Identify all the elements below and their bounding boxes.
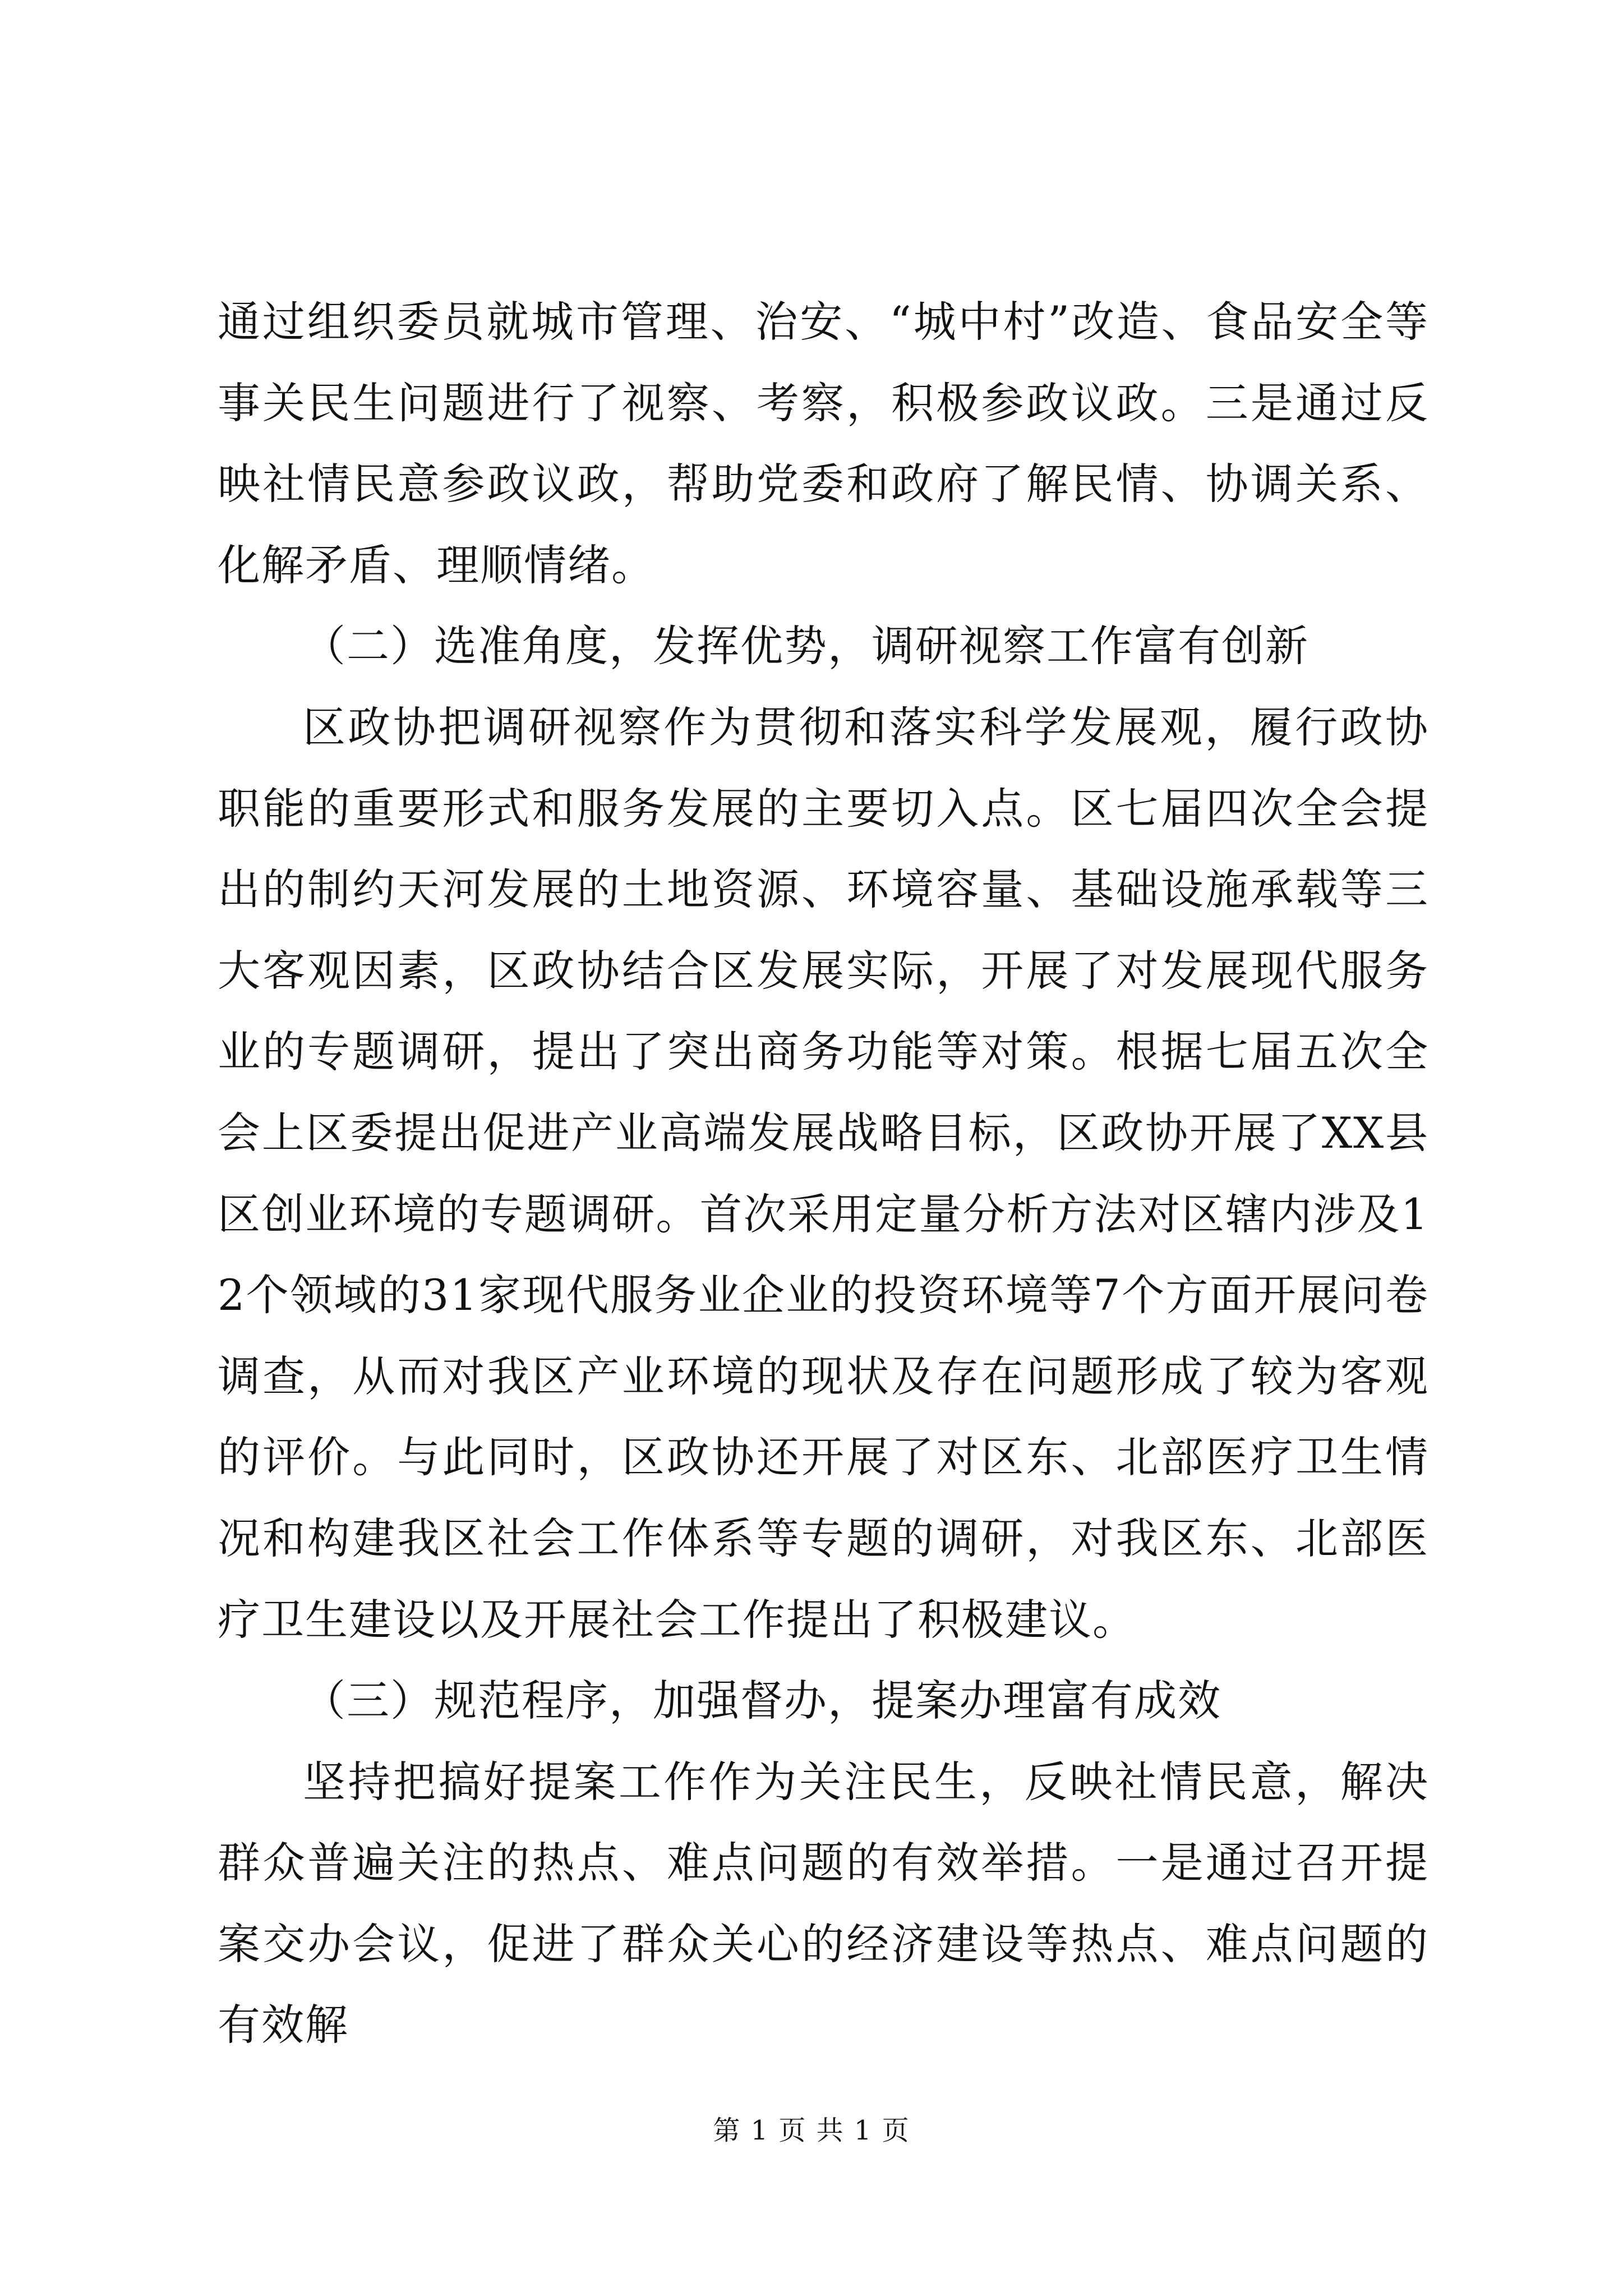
- paragraph-proposals: 坚持把搞好提案工作作为关注民生，反映社情民意，解决群众普遍关注的热点、难点问题的有效举措。一是通过召开提案交办会议，促进了群众关心的经济建设等热点、难点问题的有效解: [218, 1756, 1429, 2050]
- document-body: [218, 282, 1429, 2066]
- section-heading-2: （二）选准角度，发挥优势，调研视察工作富有创新: [303, 621, 1309, 671]
- page-footer: 第 1 页 共 1 页: [713, 2115, 910, 2146]
- paragraph-research: 区政协把调研视察作为贯彻和落实科学发展观，履行政协职能的重要形式和服务发展的主要切入点。区七届四次全会提出的制约天河发展的土地资源、环境容量、基础设施承载等三大客观因素，区政协结合区发展实际，开展了对发展现代服务业的专题调研，提出了突出商务功能等对策。根据七届五次全会上区委提出促进产业高端发展战略目标，区政协开展了XX县区创业环境的专题调研。首次采用定量分析方法对区辖内涉及12个领域的31家现代服务业企业的投资环境等7个方面开展问卷调查，从而对我区产业环境的现状及存在问题形成了较为客观的评价。与此同时，区政协还开展了对区东、北部医疗卫生情况和构建我区社会工作体系等专题的调研，对我区东、北部医疗卫生建设以及开展社会工作提出了积极建议。: [218, 702, 1429, 1645]
- section-heading-3: （三）规范程序，加强督办，提案办理富有成效: [303, 1676, 1221, 1726]
- paragraph-continuation: 通过组织委员就城市管理、治安、“城中村”改造、食品安全等事关民生问题进行了视察、考察，积极参政议政。三是通过反映社情民意参政议政，帮助党委和政府了解民情、协调关系、化解矛盾、理顺情绪。: [218, 297, 1429, 590]
